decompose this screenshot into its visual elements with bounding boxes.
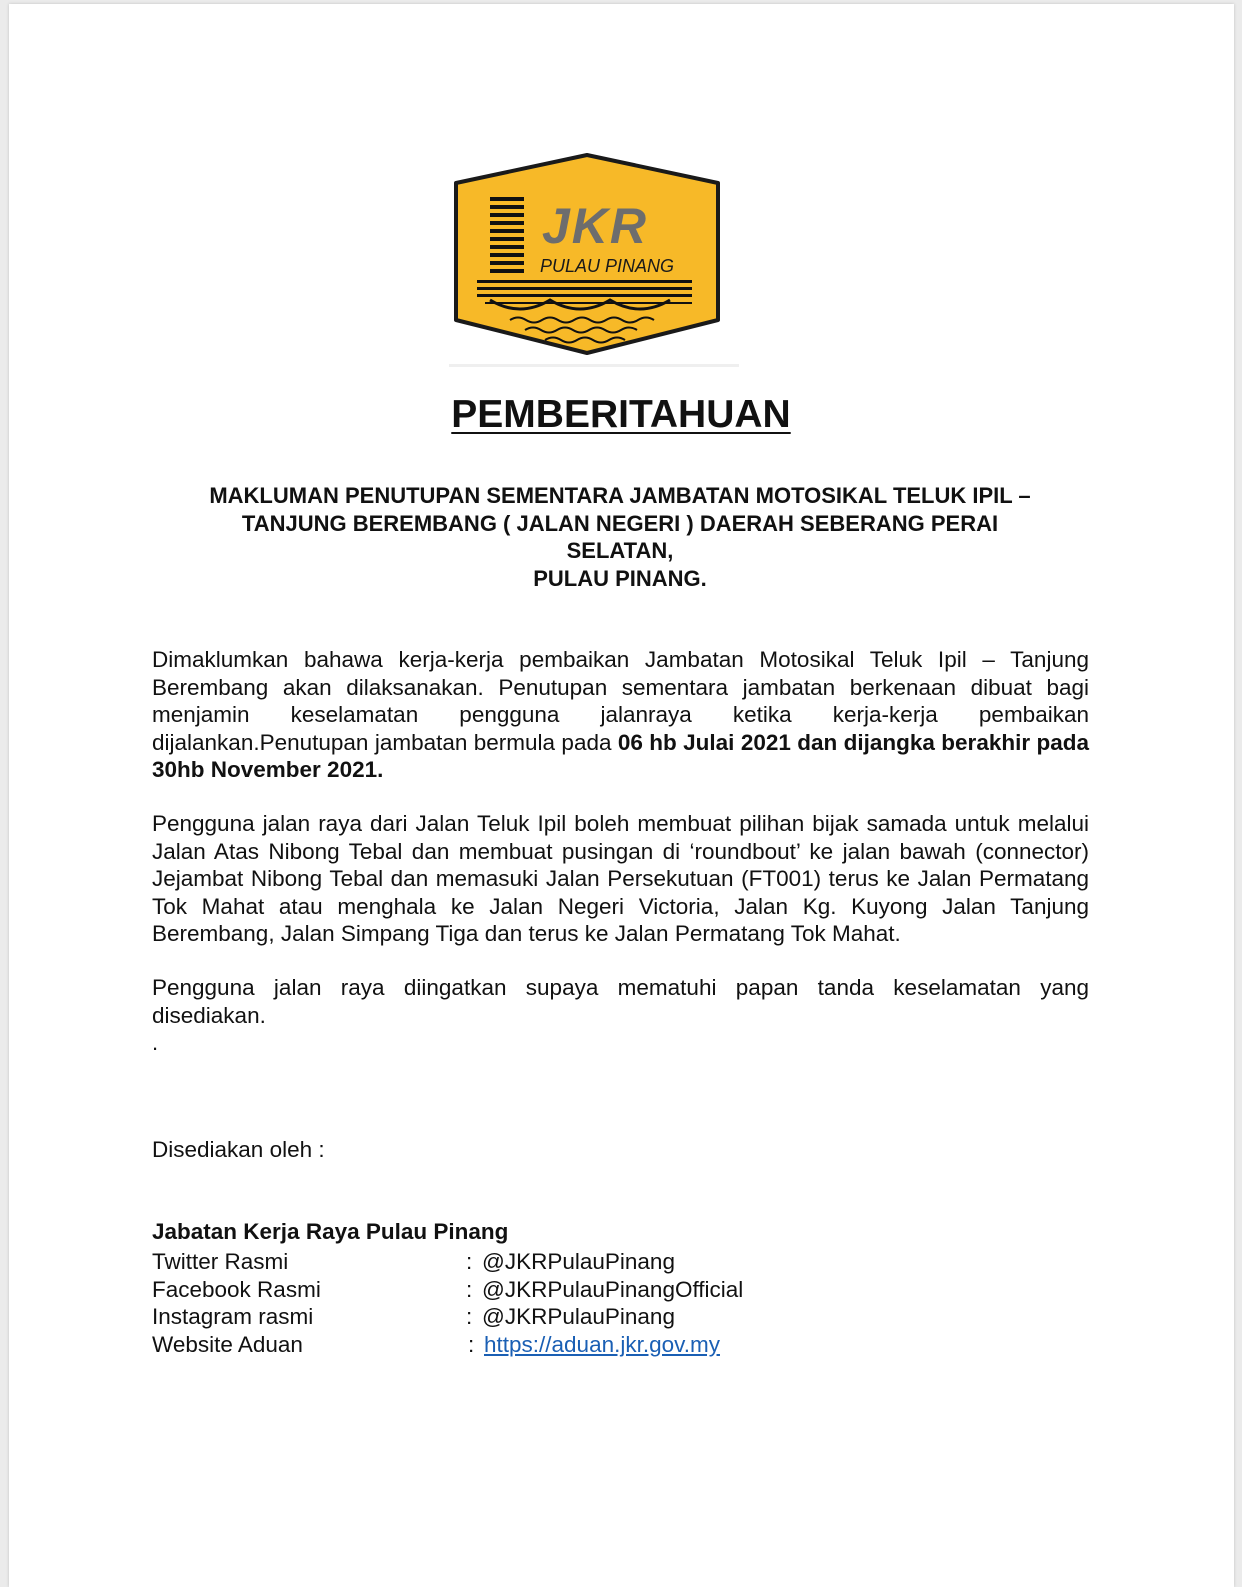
- subtitle-line: TANJUNG BEREMBANG ( JALAN NEGERI ) DAERAH SEBERANG PERAI: [241, 510, 999, 536]
- contact-separator: :: [466, 1276, 473, 1302]
- contact-value: @JKRPulauPinang: [482, 1249, 675, 1274]
- contact-label: Instagram rasmi: [152, 1304, 314, 1329]
- stray-dot: .: [152, 1030, 159, 1055]
- subtitle-line: SELATAN,: [566, 538, 674, 563]
- paragraph-text: Dimaklumkan bahawa kerja-kerja pembaikan Jambatan Motosikal Teluk Ipil – Tanjung Berembang akan dilaksanakan. Penutupan sementara jambatan berkenaan dibuat bagi menjamin keselamatan pengguna jalanraya ketika kerja-kerja pembaikan dijalankan.Penutupan jambatan bermula pada: [152, 647, 1089, 755]
- contact-separator: :: [466, 1249, 473, 1274]
- prepared-by-label: Disediakan oleh :: [152, 1137, 325, 1162]
- logo-sub-text: PULAU PINANG: [540, 256, 675, 276]
- subtitle-line: PULAU PINANG.: [533, 565, 707, 591]
- contact-separator: :: [468, 1331, 475, 1357]
- paragraph-closure-period: [152, 646, 1089, 784]
- logo-brand-text: JKR: [542, 198, 649, 254]
- closure-dates: 06 hb Julai 2021 dan dijangka berakhir pada 30hb November 2021.: [152, 729, 1089, 782]
- notice-subtitle: [160, 482, 1080, 592]
- contact-label: Website Aduan: [152, 1331, 303, 1357]
- contact-label: Twitter Rasmi: [152, 1249, 289, 1274]
- contact-value: @JKRPulauPinang: [482, 1304, 675, 1329]
- logo-underline: [449, 364, 739, 367]
- organization-name: Jabatan Kerja Raya Pulau Pinang: [152, 1219, 509, 1244]
- page-title: PEMBERITAHUAN: [451, 393, 791, 436]
- complaint-website-link[interactable]: https://aduan.jkr.gov.my: [484, 1331, 720, 1357]
- paragraph-safety-reminder: Pengguna jalan raya diingatkan supaya mematuhi papan tanda keselamatan yang disediakan.: [152, 975, 1089, 1028]
- jkr-logo-icon: [450, 150, 736, 364]
- paragraph-alternative-routes: Pengguna jalan raya dari Jalan Teluk Ipil boleh membuat pilihan bijak samada untuk melalui Jalan Atas Nibong Tebal dan membuat pusingan di ‘roundbout’ ke jalan bawah (connector) Jejambat Nibong Tebal dan memasuki Jalan Persekutuan (FT001) terus ke Jalan Permatang Tok Mahat atau menghala ke Jalan Negeri Victoria, Jalan Kg. Kuyong Jalan Tanjung Berembang, Jalan Simpang Tiga dan terus ke Jalan Permatang Tok Mahat.: [152, 811, 1089, 946]
- subtitle-line: MAKLUMAN PENUTUPAN SEMENTARA JAMBATAN MOTOSIKAL TELUK IPIL –: [209, 483, 1031, 508]
- contact-separator: :: [466, 1304, 473, 1329]
- contact-value: [484, 1331, 720, 1359]
- contact-label: Facebook Rasmi: [152, 1276, 321, 1302]
- contact-value: @JKRPulauPinangOfficial: [482, 1276, 744, 1302]
